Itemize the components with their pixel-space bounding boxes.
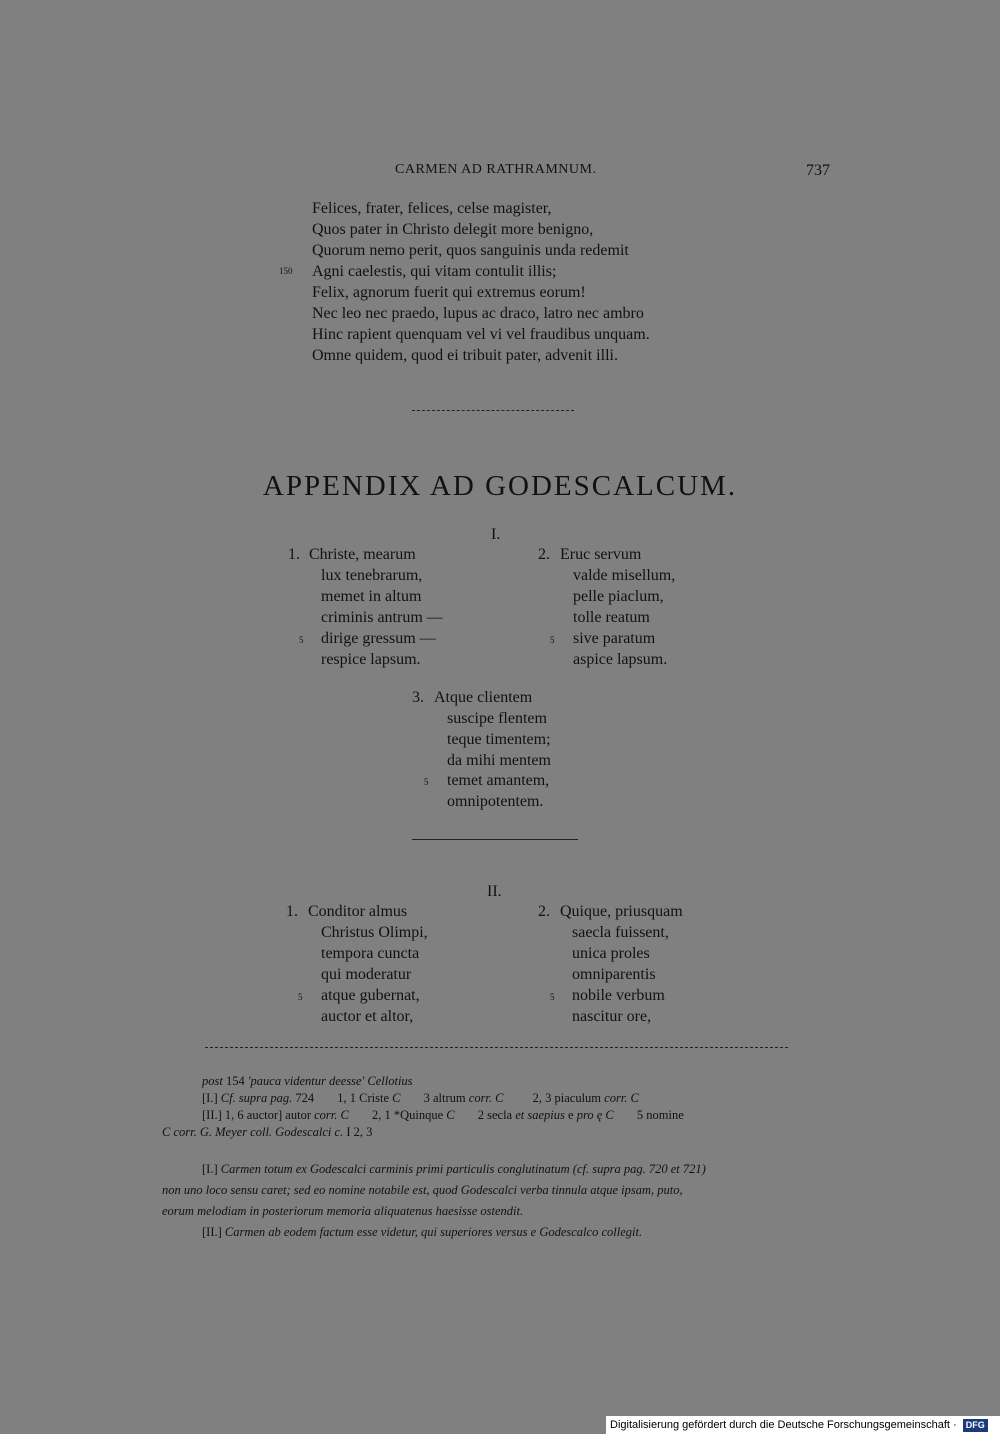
line-number: 5 [550,992,555,1002]
verse-line: Felix, agnorum fuerit qui extremus eorum! [312,284,586,301]
note-text: [I.] [202,1162,218,1176]
apparatus-text: 5 nomine [636,1108,684,1122]
verse-line: temet amantem, [447,772,550,789]
verse-line: Quorum nemo perit, quos sanguinis unda redemit [312,242,629,259]
footnote-divider [205,1047,788,1048]
section-divider [412,410,574,411]
note-text: eorum melodiam in posteriorum memoria aliquatenus haesisse ostendit. [162,1204,524,1218]
verse-line: Quos pater in Christo delegit more benigno, [312,221,594,238]
appendix-title: APPENDIX AD GODESCALCUM. [262,470,738,502]
verse-line: pelle piaclum, [573,588,664,605]
stanza-number: 2. [538,903,550,920]
line-number: 5 [550,635,555,645]
verse-line: teque timentem; [447,731,551,748]
running-title: CARMEN AD RATHRAMNUM. [395,162,597,177]
note-text: Carmen totum ex Godescalci carminis primi particulis conglutinatum (cf. supra pag. 720 et 721) [220,1162,706,1176]
line-number: 5 [298,992,303,1002]
apparatus-text: 1, 1 Criste [337,1091,390,1105]
verse-line: nascitur ore, [572,1008,652,1025]
apparatus-text: [I.] [202,1091,218,1105]
verse-line: Hinc rapient quenquam vel vi vel fraudibus unquam. [312,326,650,343]
verse-line: atque gubernat, [321,987,420,1004]
apparatus-text: Cf. supra pag. [220,1091,293,1105]
apparatus-text: 3 altrum [423,1091,466,1105]
verse-line: nobile verbum [572,987,665,1004]
verse-line: omnipotentem. [447,793,544,810]
verse-line: valde misellum, [573,567,676,584]
stanza-number: 2. [538,546,550,563]
verse-line: lux tenebrarum, [321,567,423,584]
apparatus-text: I 2, 3 [346,1125,373,1139]
apparatus-line [202,1091,639,1106]
apparatus-text: 154 [225,1074,245,1088]
verse-line: Nec leo nec praedo, lupus ac draco, latro nec ambro [312,305,644,322]
verse-line: qui moderatur [321,966,412,983]
stanza-number: 3. [412,689,424,706]
verse-line: sive paratum [573,630,656,647]
verse-line: criminis antrum — [321,609,443,626]
verse-line: aspice lapsum. [573,651,668,668]
verse-line: Atque clientem [434,689,533,706]
note-text: non uno loco sensu caret; sed eo nomine notabile est, quod Godescalci verba tinnula atque ipsam, puto, [162,1183,683,1197]
apparatus-text: 2 secla [477,1108,513,1122]
verse-line: Christus Olimpi, [321,924,428,941]
section-heading-ii: II. [487,883,502,900]
line-number: 5 [299,635,304,645]
apparatus-text: [II.] 1, 6 auctor] autor [202,1108,311,1122]
verse-line: tolle reatum [573,609,650,626]
verse-line: Christe, mearum [309,546,416,563]
verse-line: omniparentis [572,966,656,983]
line-number: 150 [279,266,293,276]
verse-line: da mihi mentem [447,752,551,769]
verse-line: Omne quidem, quod ei tribuit pater, advenit illi. [312,347,618,364]
apparatus-text: post [202,1074,223,1088]
stanza-number: 1. [288,546,300,563]
dfg-footer [606,1416,1000,1434]
apparatus-text: ę C [596,1108,614,1122]
note-line [162,1204,523,1219]
section-heading-i: I. [491,526,501,543]
verse-line: saecla fuissent, [572,924,669,941]
note-line [162,1183,683,1198]
apparatus-text: corr. C [468,1091,504,1105]
verse-line: Quique, priusquam [560,903,683,920]
apparatus-text: 724 [295,1091,315,1105]
verse-line: tempora cuncta [321,945,420,962]
note-text: [II.] [202,1225,222,1239]
apparatus-text: C [392,1091,401,1105]
verse-line: Conditor almus [308,903,408,920]
note-line [202,1225,642,1240]
apparatus-text: pro [576,1108,594,1122]
section-divider [412,839,578,840]
note-line [202,1162,706,1177]
apparatus-text: C [446,1108,455,1122]
line-number: 5 [424,777,429,787]
footer-text: Digitalisierung gefördert durch die Deutsche Forschungsgemeinschaft · [610,1419,957,1431]
apparatus-line [162,1125,372,1140]
verse-line: Eruc servum [560,546,642,563]
verse-line: auctor et altor, [321,1008,414,1025]
apparatus-text: corr. C [604,1091,639,1105]
verse-line: Felices, frater, felices, celse magister, [312,200,552,217]
verse-line: Agni caelestis, qui vitam contulit illis; [312,263,557,280]
verse-line: suscipe flentem [447,710,547,727]
apparatus-text: e [568,1108,574,1122]
verse-line: memet in altum [321,588,422,605]
verse-line: unica proles [572,945,650,962]
stanza-number: 1. [286,903,298,920]
verse-line: respice lapsum. [321,651,421,668]
apparatus-text: C corr. G. Meyer coll. Godescalci c. [162,1125,344,1139]
page-number: 737 [806,162,830,179]
dfg-logo-icon: DFG [963,1419,988,1432]
apparatus-text: 2, 3 piaculum [532,1091,602,1105]
apparatus-text: 2, 1 *Quinque [371,1108,444,1122]
apparatus-text: et saepius [515,1108,565,1122]
apparatus-text: 'pauca videntur deesse' Cellotius [247,1074,413,1088]
apparatus-line [202,1074,413,1089]
apparatus-line [202,1108,684,1123]
apparatus-text: corr. C [314,1108,349,1122]
verse-line: dirige gressum — [321,630,436,647]
note-text: Carmen ab eodem factum esse videtur, qui superiores versus e Godescalco collegit. [224,1225,643,1239]
